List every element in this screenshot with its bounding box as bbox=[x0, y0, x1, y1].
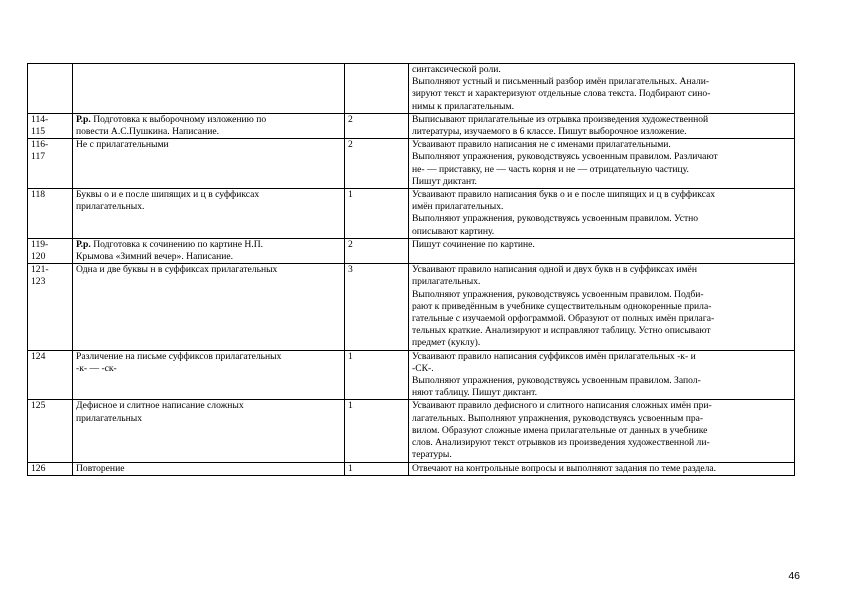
hours-cell bbox=[345, 189, 409, 239]
lesson-topic-cell bbox=[73, 400, 345, 462]
lesson-number-cell bbox=[28, 113, 73, 138]
lesson-number-cell bbox=[28, 238, 73, 263]
lesson-topic: прилагательных. bbox=[76, 201, 145, 213]
activity-text: Усваивают правило написания одной и двух букв н в суффиксах имён bbox=[412, 264, 697, 276]
table-row bbox=[28, 350, 795, 400]
activities-cell bbox=[409, 462, 795, 475]
lesson-number: 119- bbox=[31, 238, 49, 250]
lesson-number: 115 bbox=[31, 126, 46, 138]
activities-cell bbox=[409, 189, 795, 239]
lesson-topic: Дефисное и слитное написание сложных bbox=[76, 400, 244, 412]
activity-text: Пишут сочинение по картине. bbox=[412, 238, 535, 250]
lesson-number-cell bbox=[28, 189, 73, 239]
table-row bbox=[28, 264, 795, 350]
activities-cell bbox=[409, 238, 795, 263]
activity-text: зируют текст и характеризуют отдельные слова текста. Подбирают сино- bbox=[412, 88, 711, 100]
lesson-number: 120 bbox=[31, 251, 46, 263]
lesson-topic: повести А.С.Пушкина. Написание. bbox=[76, 126, 219, 138]
hours-cell bbox=[345, 462, 409, 475]
hours-cell bbox=[345, 238, 409, 263]
activity-text: гательные с изучаемой орфограммой. Образуют от полных имён прилага- bbox=[412, 313, 715, 325]
lesson-topic: Повторение bbox=[76, 462, 125, 474]
lesson-topic-cell bbox=[73, 350, 345, 400]
activity-text: Выполняют упражнения, руководствуясь усвоенным правилом. Различают bbox=[412, 151, 718, 163]
activities-cell bbox=[409, 64, 795, 114]
hours-count: 1 bbox=[348, 189, 353, 201]
lesson-topic-cell bbox=[73, 264, 345, 350]
table-row bbox=[28, 238, 795, 263]
speech-development-label: Р.р. bbox=[76, 238, 91, 250]
lesson-topic: Одна и две буквы н в суффиксах прилагательных bbox=[76, 264, 278, 276]
lesson-topic-cell bbox=[73, 139, 345, 189]
activity-text: лагательных. Выполняют упражнения, руководствуясь усвоенным пра- bbox=[412, 412, 704, 424]
activities-cell bbox=[409, 264, 795, 350]
activity-text: предмет (куклу). bbox=[412, 337, 481, 349]
activity-text: Усваивают правило написания не с именами прилагательными. bbox=[412, 139, 671, 151]
activity-text: Выполняют устный и письменный разбор имён прилагательных. Анали- bbox=[412, 76, 710, 88]
lesson-topic: Подготовка к выборочному изложению по bbox=[90, 113, 267, 125]
lesson-topic: прилагательных bbox=[76, 412, 143, 424]
lesson-topic-cell bbox=[73, 189, 345, 239]
activity-text: Отвечают на контрольные вопросы и выполняют задания по теме раздела. bbox=[412, 462, 717, 474]
lesson-topic: Не с прилагательными bbox=[76, 139, 169, 151]
lesson-topic: Подготовка к сочинению по картине Н.П. bbox=[90, 238, 264, 250]
lesson-topic-cell bbox=[73, 64, 345, 114]
table-row bbox=[28, 462, 795, 475]
activity-text: Выполняют упражнения, руководствуясь усвоенным правилом. Запол- bbox=[412, 375, 701, 387]
lesson-number: 126 bbox=[31, 462, 46, 474]
activity-text: нимы к прилагательным. bbox=[412, 100, 514, 112]
hours-count: 1 bbox=[348, 400, 353, 412]
activity-text: имён прилагательных. bbox=[412, 201, 504, 213]
activity-text: синтаксической роли. bbox=[412, 64, 501, 75]
activities-cell bbox=[409, 350, 795, 400]
hours-cell bbox=[345, 350, 409, 400]
lesson-topic-cell bbox=[73, 462, 345, 475]
hours-cell bbox=[345, 264, 409, 350]
hours-count: 3 bbox=[348, 264, 353, 276]
lesson-number-cell bbox=[28, 64, 73, 114]
activity-text: вилом. Образуют сложные имена прилагательные от данных в учебнике bbox=[412, 424, 708, 436]
activity-text: Пишут диктант. bbox=[412, 175, 477, 187]
lesson-number-cell bbox=[28, 400, 73, 462]
hours-cell bbox=[345, 64, 409, 114]
activity-text: слов. Анализируют текст отрывков из произведения художественной ли- bbox=[412, 437, 710, 449]
hours-cell bbox=[345, 113, 409, 138]
lesson-topic-line bbox=[76, 114, 341, 126]
lesson-topic: Различение на письме суффиксов прилагательных bbox=[76, 350, 282, 362]
lesson-number-cell bbox=[28, 462, 73, 475]
lesson-number: 124 bbox=[31, 350, 46, 362]
hours-cell bbox=[345, 139, 409, 189]
lesson-number: 118 bbox=[31, 189, 46, 201]
lesson-number: 121- bbox=[31, 264, 49, 276]
activity-text: Выполняют упражнения, руководствуясь усвоенным правилом. Подби- bbox=[412, 288, 704, 300]
activity-text: описывают картину. bbox=[412, 225, 495, 237]
activity-text: Усваивают правило написания букв о и е после шипящих и ц в суффиксах bbox=[412, 189, 716, 201]
lesson-plan-table bbox=[27, 63, 795, 476]
lesson-topic: Буквы о и е после шипящих и ц в суффиксах bbox=[76, 189, 260, 201]
page-number: 46 bbox=[788, 570, 800, 582]
activity-text: Выполняют упражнения, руководствуясь усвоенным правилом. Устно bbox=[412, 213, 699, 225]
activity-text: прилагательных. bbox=[412, 276, 481, 288]
activity-text: няют таблицу. Пишут диктант. bbox=[412, 387, 538, 399]
lesson-number: 125 bbox=[31, 400, 46, 412]
activity-text: Усваивают правило дефисного и слитного написания сложных имён при- bbox=[412, 400, 712, 412]
activity-text: тературы. bbox=[412, 449, 452, 461]
lesson-number-cell bbox=[28, 264, 73, 350]
lesson-topic: -к- — -ск- bbox=[76, 362, 117, 374]
hours-count: 2 bbox=[348, 113, 353, 125]
activity-text: не- — приставку, не — часть корня и не — отрицательную частицу. bbox=[412, 163, 689, 175]
speech-development-label: Р.р. bbox=[76, 113, 91, 125]
table-row bbox=[28, 113, 795, 138]
lesson-number-cell bbox=[28, 350, 73, 400]
lesson-number-cell bbox=[28, 139, 73, 189]
lesson-topic: Крымова «Зимний вечер». Написание. bbox=[76, 251, 234, 263]
hours-count: 2 bbox=[348, 139, 353, 151]
table-row bbox=[28, 139, 795, 189]
table-row bbox=[28, 400, 795, 462]
lesson-topic-cell bbox=[73, 238, 345, 263]
lesson-number: 123 bbox=[31, 276, 46, 288]
table-row bbox=[28, 64, 795, 114]
hours-count: 1 bbox=[348, 462, 353, 474]
hours-count: 2 bbox=[348, 238, 353, 250]
activities-cell bbox=[409, 139, 795, 189]
table-row bbox=[28, 189, 795, 239]
activities-cell bbox=[409, 400, 795, 462]
activity-text: литературы, изучаемого в 6 классе. Пишут выборочное изложение. bbox=[412, 126, 687, 138]
activities-cell bbox=[409, 113, 795, 138]
activity-text: рают к приведённым в учебнике существительным однокоренные прила- bbox=[412, 300, 712, 312]
lesson-topic-cell bbox=[73, 113, 345, 138]
lesson-number: 114- bbox=[31, 113, 49, 125]
lesson-number: 117 bbox=[31, 151, 46, 163]
activity-text: тельных краткие. Анализируют и исправляют таблицу. Устно описывают bbox=[412, 325, 711, 337]
hours-cell bbox=[345, 400, 409, 462]
hours-count: 1 bbox=[348, 350, 353, 362]
activity-text: -СК-. bbox=[412, 362, 434, 374]
lesson-topic-line bbox=[76, 239, 341, 251]
activity-text: Выписывают прилагательные из отрывка произведения художественной bbox=[412, 113, 709, 125]
activity-text: Усваивают правило написания суффиксов имён прилагательных -к- и bbox=[412, 350, 696, 362]
lesson-number: 116- bbox=[31, 139, 49, 151]
